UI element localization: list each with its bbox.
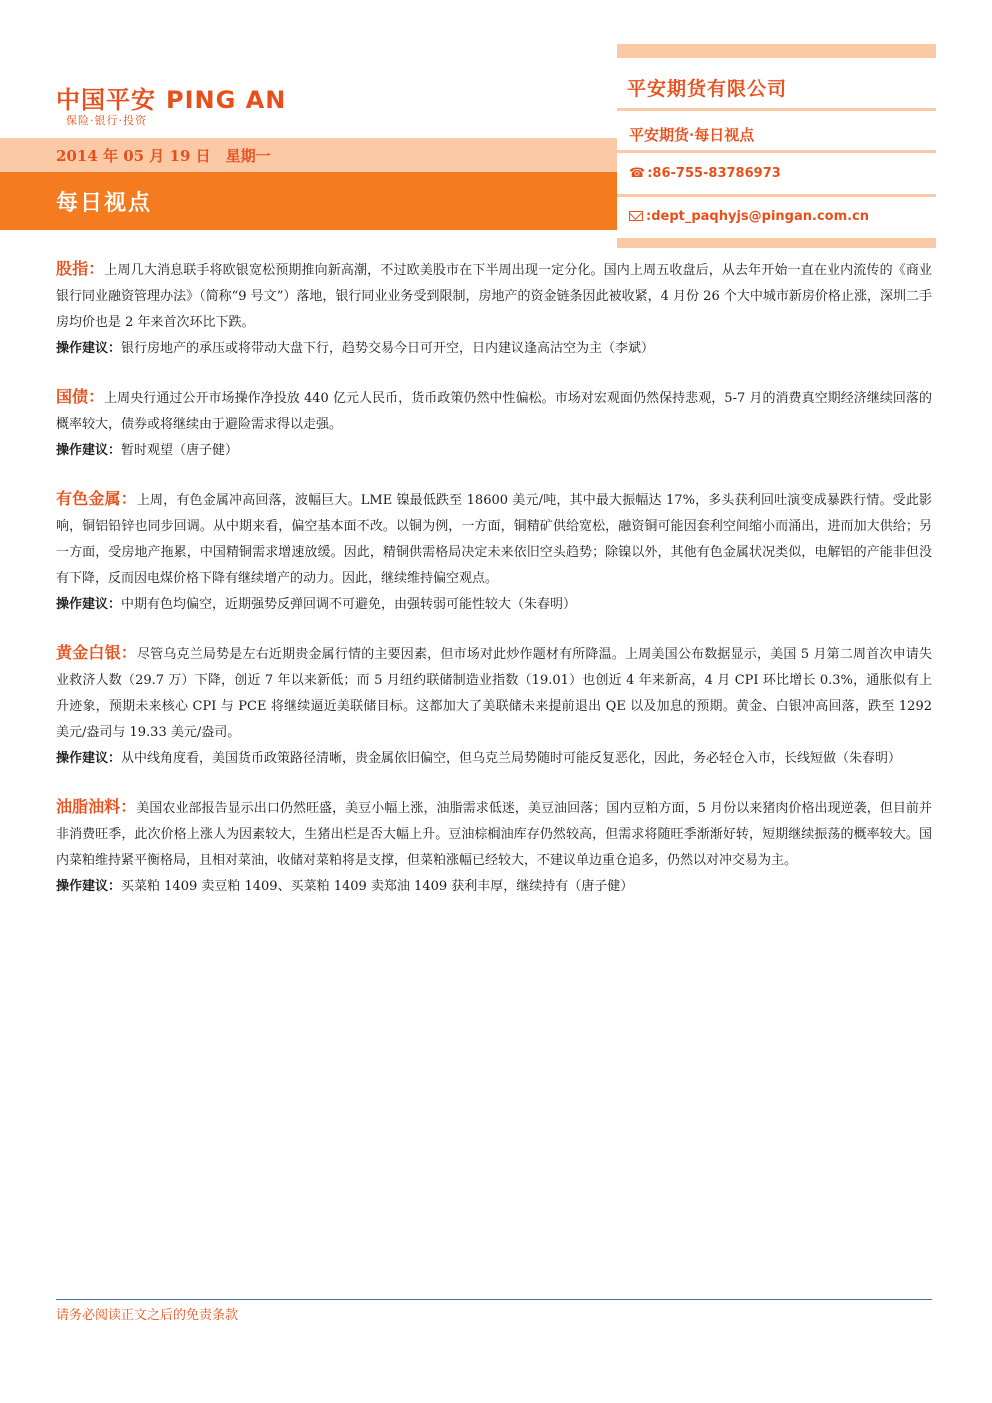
contact-top-bar [617, 44, 936, 58]
divider [617, 150, 936, 153]
contact-subtitle: 平安期货·每日视点 [629, 126, 755, 144]
section-heading: 国债： [56, 387, 105, 406]
section-gold-silver [56, 640, 932, 772]
divider [617, 194, 936, 197]
advice-text: 从中线角度看，美国货币政策路径清晰，贵金属依旧偏空，但乌克兰局势随时可能反复恶化，因此，务必轻仓入市，长线短做（朱春明） [121, 751, 902, 766]
advice-label: 操作建议： [56, 751, 122, 766]
section-heading: 油脂油料： [56, 797, 137, 816]
phone-number: 86-755-83786973 [652, 166, 781, 181]
section-heading: 有色金属： [56, 489, 137, 508]
section-body [56, 256, 932, 336]
footer-divider [56, 1299, 932, 1300]
contact-box [617, 44, 936, 248]
section-heading: 股指： [56, 259, 105, 278]
section-advice [56, 438, 932, 464]
advice-label: 操作建议： [56, 341, 122, 356]
section-advice [56, 874, 932, 900]
footer-disclaimer[interactable]: 请务必阅读正文之后的免责条款 [56, 1308, 239, 1323]
section-nonferrous [56, 486, 932, 618]
section-stock-index [56, 256, 932, 362]
contact-phone: ☎ :86-755-83786973 [629, 166, 781, 181]
contact-bottom-bar [617, 238, 936, 248]
email-address[interactable]: dept_paqhyjs@pingan.com.cn [651, 209, 870, 224]
section-text: 美国农业部报告显示出口仍然旺盛，美豆小幅上涨，油脂需求低迷，美豆油回落；国内豆粕方面，5 月份以来猪肉价格出现逆袭，但目前并非消费旺季，此次价格上涨人为因素较大，生猪出栏是否大幅上升。豆油棕榈油库存仍然较高，但需求将随旺季渐渐好转，短期继续振荡的概率较大。国内菜粕维持紧平衡格局，且相对菜油，收储对菜粕将是支撑，但菜粕涨幅已经较大，不建议单边重仓追多，仍然以对冲交易为主。 [56, 801, 932, 868]
phone-icon: ☎ [629, 166, 646, 181]
pingan-logo [56, 80, 286, 115]
section-advice [56, 336, 932, 362]
section-body [56, 640, 932, 746]
divider [617, 108, 936, 111]
logo-english: PING AN [166, 86, 287, 114]
report-content [56, 256, 932, 922]
advice-label: 操作建议： [56, 443, 122, 458]
section-text: 尽管乌克兰局势是左右近期贵金属行情的主要因素，但市场对此炒作题材有所降温。上周美国公布数据显示，美国 5 月第二周首次申请失业救济人数（29.7 万）下降，创近 7 年以来新低；而 5 月纽约联储制造业指数（19.01）也创近 4 年来新高，4 月 CPI 环比增长 0.3%，通胀似有上升迹象，预期未来核心 CPI 与 PCE 将继续逼近美联储目标。这都加大了美联储未来提前退出 QE 以及加息的预期。黄金、白银冲高回落，跌至 1292 美元/盎司与 19.33 美元/盎司。 [56, 647, 932, 740]
section-heading: 黄金白银： [56, 643, 137, 662]
contact-email: :dept_paqhyjs@pingan.com.cn [629, 209, 869, 224]
advice-text: 中期有色均偏空，近期强势反弹回调不可避免，由强转弱可能性较大（朱春明） [121, 597, 577, 612]
section-advice [56, 746, 932, 772]
section-oils-oilseeds [56, 794, 932, 900]
company-name: 平安期货有限公司 [627, 78, 788, 100]
section-advice [56, 592, 932, 618]
section-treasury [56, 384, 932, 464]
advice-label: 操作建议： [56, 597, 122, 612]
report-title: 每日视点 [56, 190, 153, 216]
section-body [56, 486, 932, 592]
section-text: 上周央行通过公开市场操作净投放 440 亿元人民币，货币政策仍然中性偏松。市场对宏观面仍然保持悲观，5-7 月的消费真空期经济继续回落的概率较大，债券或将继续由于避险需求得以走强。 [56, 391, 932, 432]
logo-tagline: 保险·银行·投资 [66, 114, 147, 127]
section-text: 上周几大消息联手将欧银宽松预期推向新高潮，不过欧美股市在下半周出现一定分化。国内上周五收盘后，从去年开始一直在业内流传的《商业银行同业融资管理办法》（简称“9 号文”）落地，银行同业业务受到限制，房地产的资金链条因此被收紧，4 月份 26 个大中城市新房价格止涨，深圳二手房均价也是 2 年来首次环比下跌。 [56, 263, 932, 330]
advice-text: 暂时观望（唐子健） [121, 443, 239, 458]
logo-chinese: 中国平安 [56, 86, 156, 114]
advice-label: 操作建议： [56, 879, 122, 894]
section-text: 上周，有色金属冲高回落，波幅巨大。LME 镍最低跌至 18600 美元/吨，其中最大振幅达 17%，多头获利回吐演变成暴跌行情。受此影响，铜铝铅锌也同步回调。从中期来看，偏空基本面不改。以铜为例，一方面，铜精矿供给宽松，融资铜可能因套利空间缩小而涌出，进而加大供给；另一方面，受房地产拖累，中国精铜需求增速放缓。因此，精铜供需格局决定未来依旧空头趋势；除镍以外，其他有色金属状况类似，电解铝的产能非但没有下降，反而因电煤价格下降有继续增产的动力。因此，继续维持偏空观点。 [56, 493, 932, 586]
advice-text: 银行房地产的承压或将带动大盘下行，趋势交易今日可开空，日内建议逢高沽空为主（李斌） [121, 341, 655, 356]
report-date: 2014 年 05 月 19 日 星期一 [56, 147, 271, 165]
advice-text: 买菜粕 1409 卖豆粕 1409、买菜粕 1409 卖郑油 1409 获利丰厚，继续持有（唐子健） [121, 879, 634, 894]
section-body [56, 384, 932, 438]
mail-icon [629, 211, 643, 221]
section-body [56, 794, 932, 874]
